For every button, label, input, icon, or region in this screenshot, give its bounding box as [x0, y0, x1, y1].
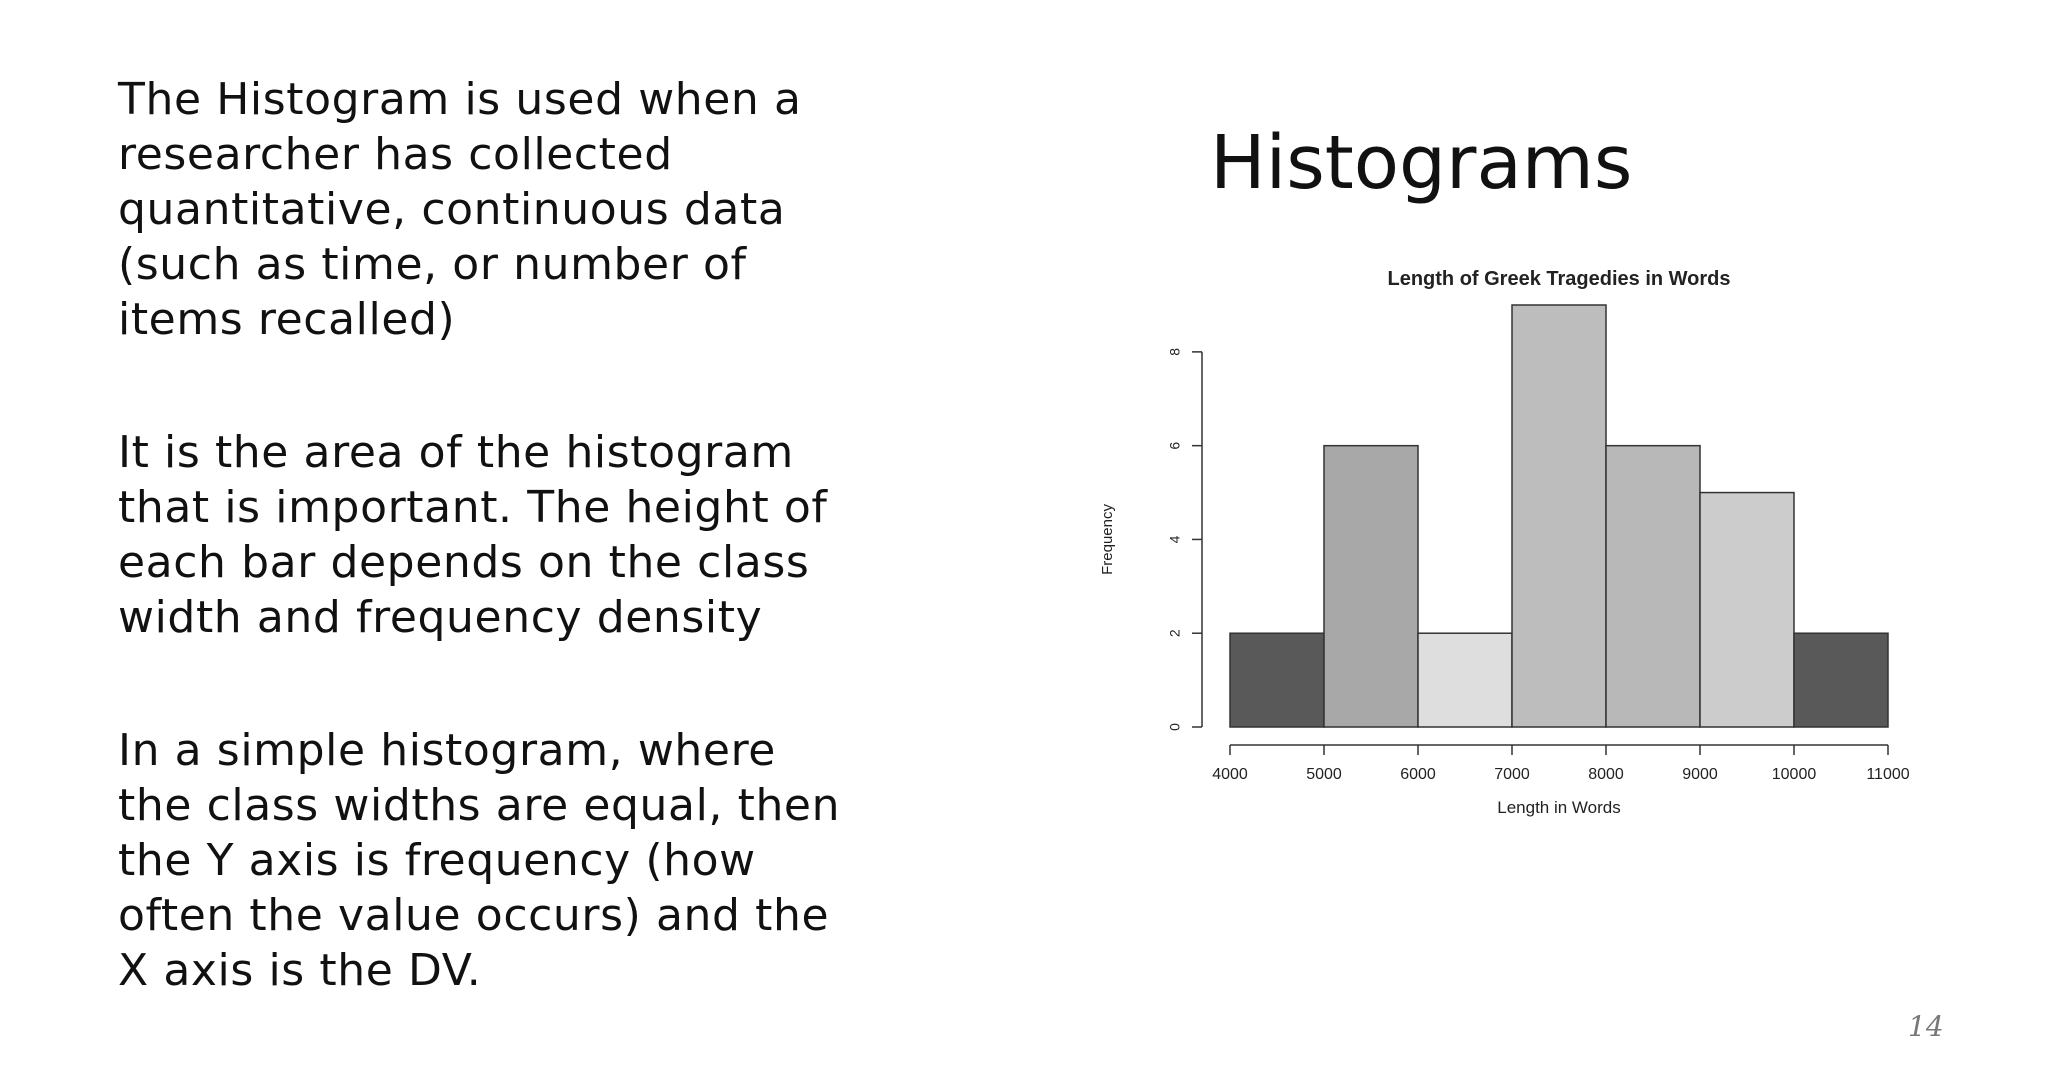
x-tick-label-5000: 5000 — [1306, 766, 1342, 783]
page-number: 14 — [1908, 1010, 1944, 1043]
x-tick-label-10000: 10000 — [1771, 766, 1817, 783]
y-tick-label-2: 2 — [1166, 629, 1183, 638]
x-tick-label-8000: 8000 — [1588, 766, 1624, 783]
y-axis-title: Frequency — [1099, 504, 1116, 575]
histogram-bar-1 — [1230, 633, 1324, 727]
histogram-chart — [1080, 255, 1950, 835]
histogram-bar-7 — [1794, 633, 1888, 727]
x-tick-label-11000: 11000 — [1866, 766, 1910, 783]
histogram-bar-5 — [1606, 446, 1700, 727]
paragraph-histogram-area: It is the area of the histogram that is important. The height of each bar depends on the class width and frequency density — [118, 427, 828, 643]
x-axis-title: Length in Words — [1497, 798, 1621, 817]
x-tick-label-4000: 4000 — [1212, 766, 1248, 783]
histogram-bar-6 — [1700, 493, 1794, 727]
body-text — [118, 72, 1078, 1076]
paragraph-histogram-use: The Histogram is used when a researcher has collected quantitative, continuous data (such as time, or number of items recalled) — [118, 74, 802, 345]
y-tick-label-8: 8 — [1166, 347, 1183, 356]
slide-title: Histograms — [1210, 120, 1633, 206]
x-tick-label-7000: 7000 — [1494, 766, 1530, 783]
histogram-bar-2 — [1324, 446, 1418, 727]
x-tick-label-6000: 6000 — [1400, 766, 1436, 783]
y-tick-label-6: 6 — [1166, 441, 1183, 450]
x-tick-label-9000: 9000 — [1682, 766, 1718, 783]
chart-title: Length of Greek Tragedies in Words — [1387, 268, 1731, 290]
paragraph-histogram-axes: In a simple histogram, where the class widths are equal, then the Y axis is frequency (how often the value occurs) and the X axis is the DV. — [118, 725, 841, 996]
y-tick-label-4: 4 — [1166, 535, 1183, 544]
histogram-bar-3 — [1418, 633, 1512, 727]
histogram-bar-4 — [1512, 305, 1606, 727]
y-tick-label-0: 0 — [1166, 723, 1183, 731]
